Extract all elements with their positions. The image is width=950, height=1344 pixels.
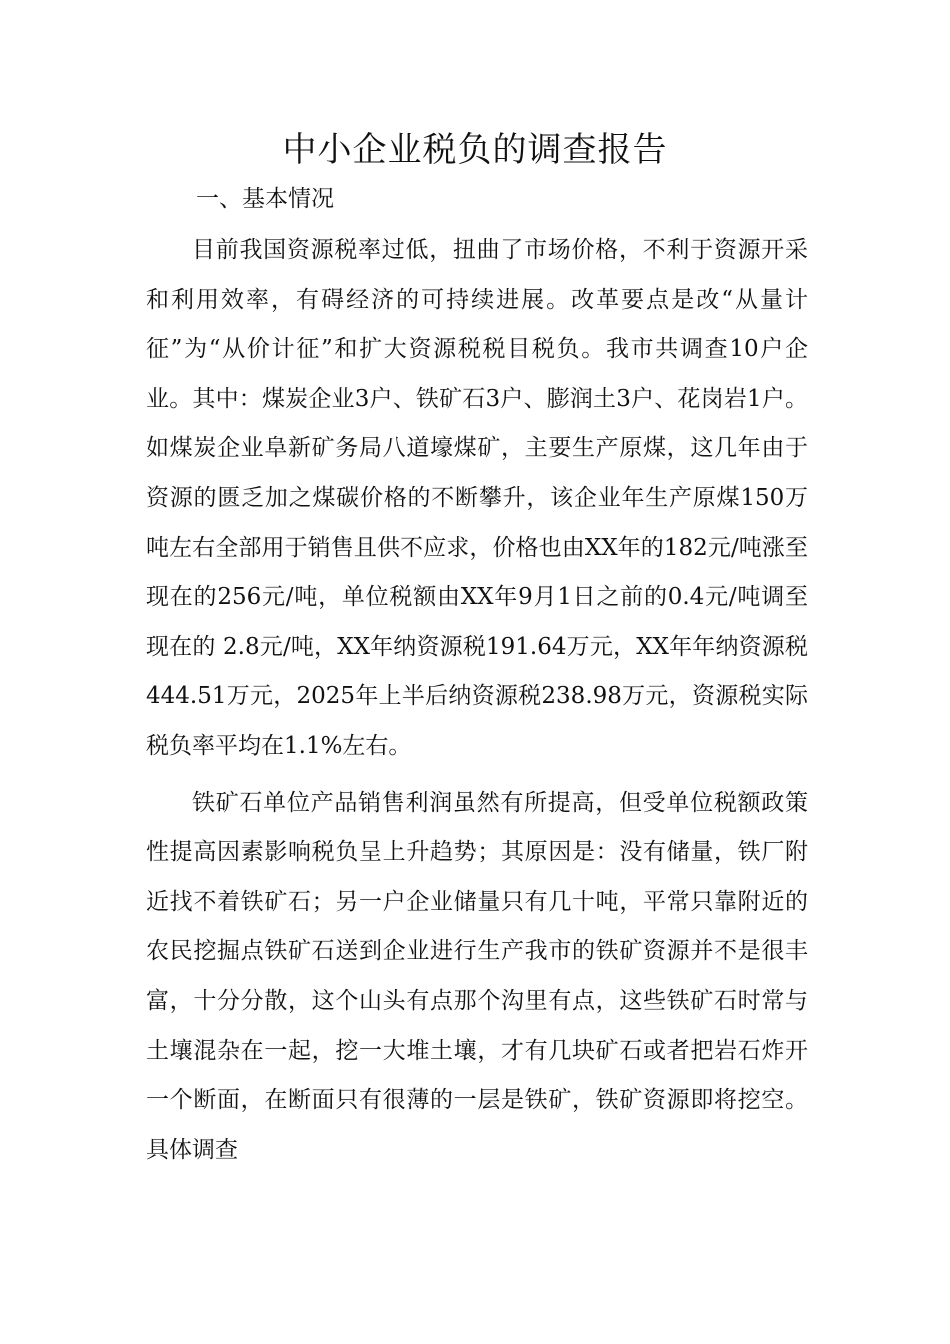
document-body [146, 226, 808, 1175]
paragraph: 目前我国资源税率过低，扭曲了市场价格，不利于资源开采和利用效率，有碍经济的可持续进展。改革要点是改“从量计征”为“从价计征”和扩大资源税税目税负。我市共调查10户企业。其中：煤炭企业3户、铁矿石3户、膨润土3户、花岗岩1户。如煤炭企业阜新矿务局八道壕煤矿，主要生产原煤，这几年由于资源的匮乏加之煤碳价格的不断攀升，该企业年生产原煤150万吨左右全部用于销售且供不应求，价格也由XX年的182元/吨涨至现在的256元/吨，单位税额由XX年9月1日之前的0.4元/吨调至现在的 2.8元/吨，XX年纳资源税191.64万元，XX年年纳资源税444.51万元，2025年上半后纳资源税238.98万元，资源税实际税负率平均在1.1%左右。 [146, 237, 808, 759]
document-title: 中小企业税负的调查报告 [282, 130, 668, 170]
section-heading: 一、基本情况 [196, 186, 334, 212]
paragraph: 铁矿石单位产品销售利润虽然有所提高，但受单位税额政策性提高因素影响税负呈上升趋势；其原因是：没有储量，铁厂附近找不着铁矿石；另一户企业储量只有几十吨，平常只靠附近的农民挖掘点铁矿石送到企业进行生产我市的铁矿资源并不是很丰富，十分分散，这个山头有点那个沟里有点，这些铁矿石时常与土壤混杂在一起，挖一大堆土壤，才有几块矿石或者把岩石炸开一个断面，在断面只有很薄的一层是铁矿，铁矿资源即将挖空。具体调查 [146, 789, 808, 1163]
